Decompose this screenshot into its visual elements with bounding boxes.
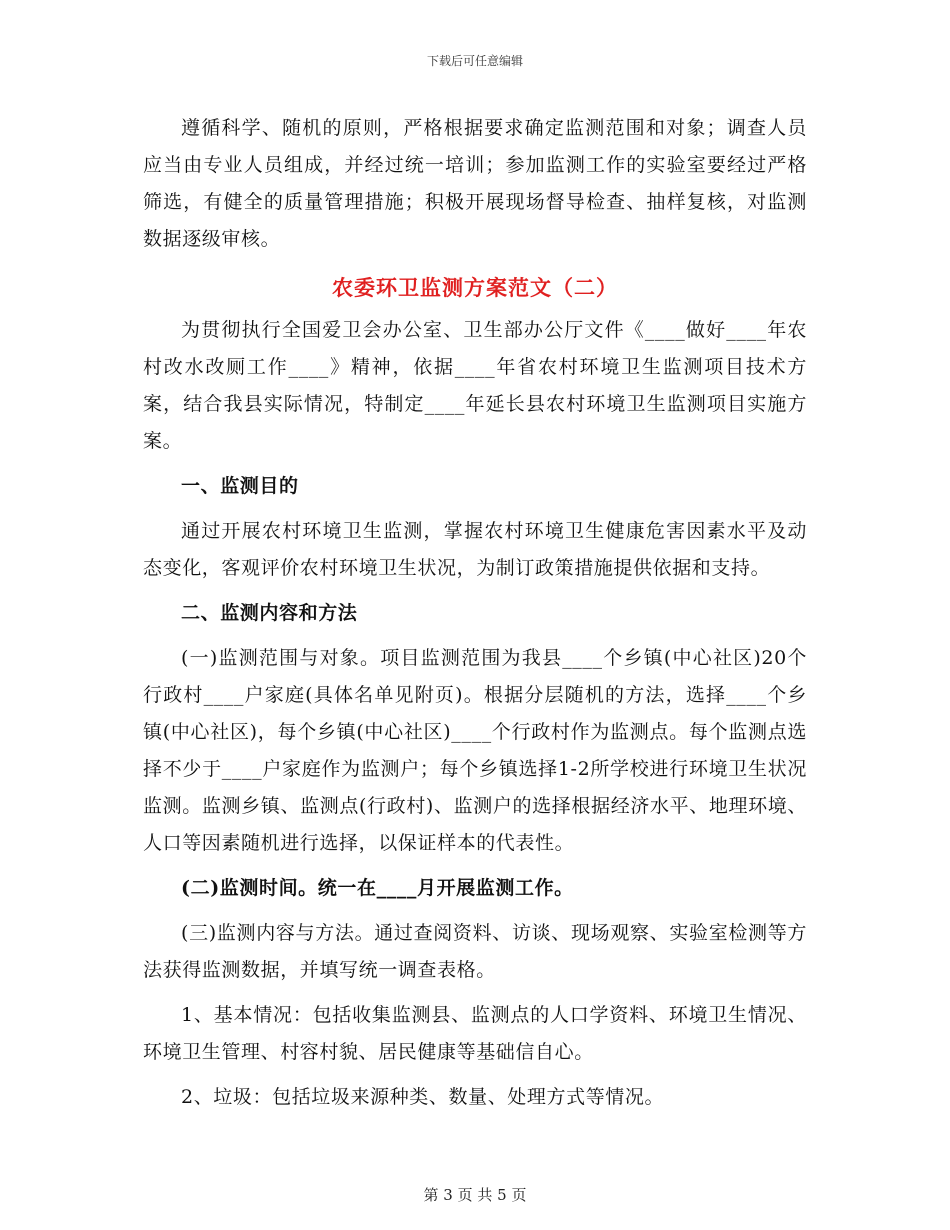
heading-purpose: 一、监测目的 bbox=[181, 475, 299, 497]
paragraph-basic-info: 1、基本情况：包括收集监测县、监测点的人口学资料、环境卫生情况、环境卫生管理、村容村貌、居民健康等基础信自心。 bbox=[143, 1004, 807, 1063]
heading-content-method: 二、监测内容和方法 bbox=[181, 602, 358, 624]
paragraph-time: (二)监测时间。统一在____月开展监测工作。 bbox=[181, 877, 574, 899]
paragraph-purpose: 通过开展农村环境卫生监测，掌握农村环境卫生健康危害因素水平及动态变化，客观评价农村环境卫生状况，为制订政策措施提供依据和支持。 bbox=[143, 520, 807, 579]
paragraph-intro: 为贯彻执行全国爱卫会办公室、卫生部办公厅文件《____做好____年农村改水改厕工作____》精神，依据____年省农村环境卫生监测项目技术方案，结合我县实际情况，特制定____年延长县农村环境卫生监测项目实施方案。 bbox=[143, 319, 807, 452]
page-footer: 第 3 页 共 5 页 bbox=[423, 1186, 527, 1204]
document-body bbox=[143, 110, 807, 1124]
section-title: 农委环卫监测方案范文（二） bbox=[332, 275, 618, 300]
paragraph-scope: (一)监测范围与对象。项目监测范围为我县____个乡镇(中心社区)20个行政村____户家庭(具体名单见附页)。根据分层随机的方法，选择____个乡镇(中心社区)，每个乡镇(中心社区)____个行政村作为监测点。每个监测点选择不少于____户家庭作为监测户；每个乡镇选择1-2所学校进行环境卫生状况监测。监测乡镇、监测点(行政村)、监测户的选择根据经济水平、地理环境、人口等因素随机进行选择，以保证样本的代表性。 bbox=[143, 647, 807, 854]
page-header: 下载后可任意编辑 bbox=[426, 54, 523, 68]
paragraph-principles: 遵循科学、随机的原则，严格根据要求确定监测范围和对象；调查人员应当由专业人员组成，并经过统一培训；参加监测工作的实验室要经过严格筛选，有健全的质量管理措施；积极开展现场督导检查、抽样复核，对监测数据逐级审核。 bbox=[143, 117, 807, 250]
paragraph-method: (三)监测内容与方法。通过查阅资料、访谈、现场观察、实验室检测等方法获得监测数据，并填写统一调查表格。 bbox=[143, 922, 807, 981]
paragraph-garbage: 2、垃圾：包括垃圾来源种类、数量、处理方式等情况。 bbox=[181, 1086, 665, 1108]
